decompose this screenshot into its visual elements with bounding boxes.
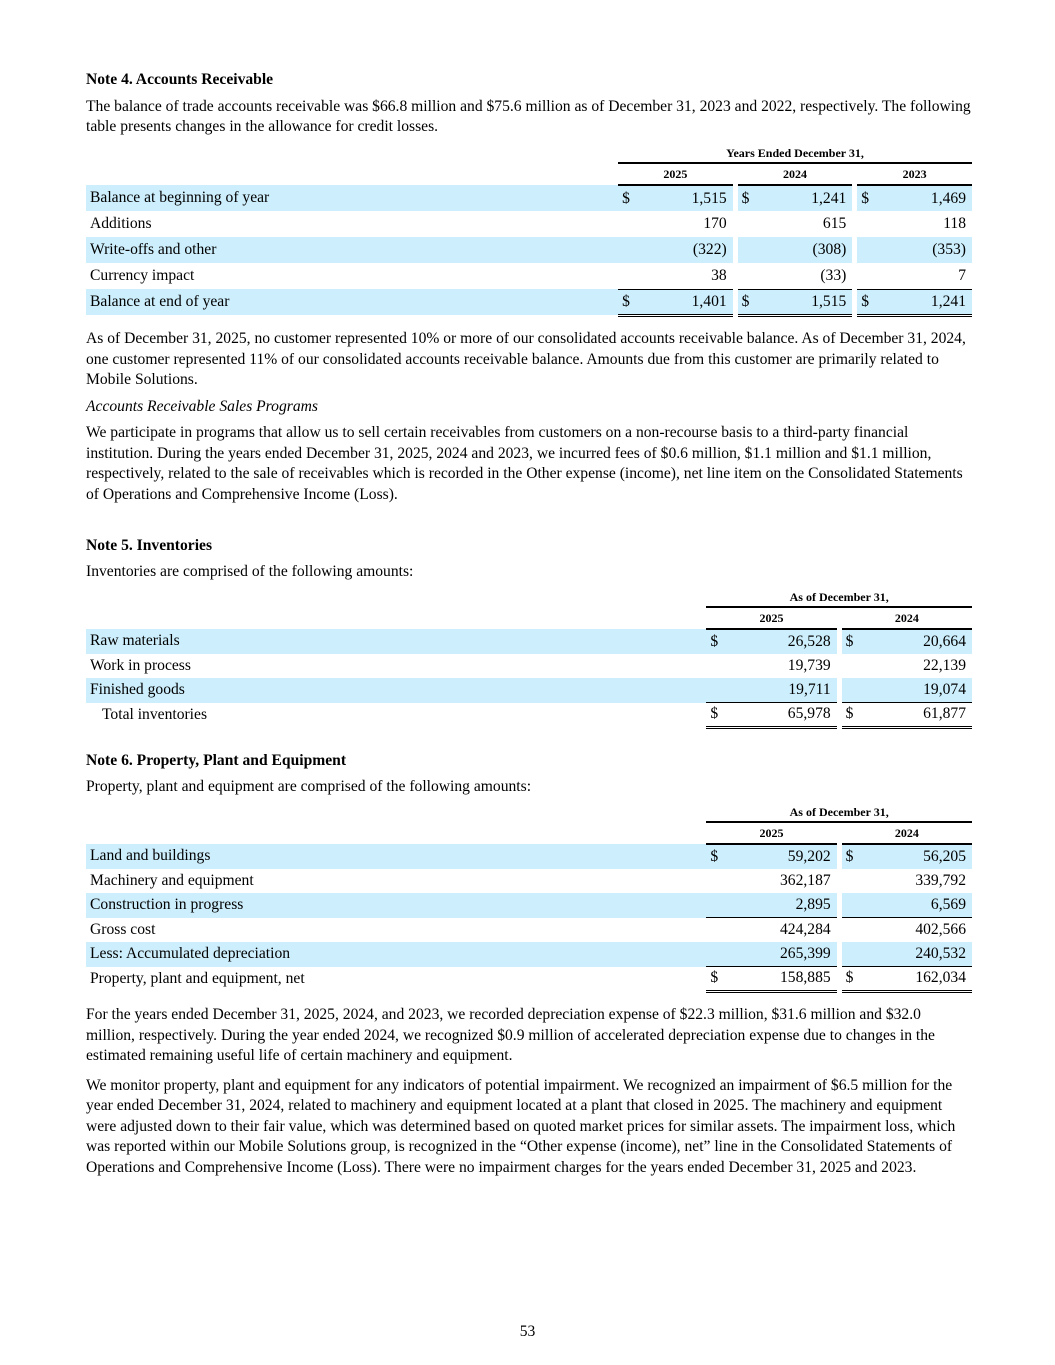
currency-symbol	[842, 893, 864, 918]
row-label: Balance at beginning of year	[86, 185, 618, 211]
year-header: 2024	[738, 163, 853, 185]
cell-value: 61,877	[864, 703, 972, 728]
currency-symbol	[738, 237, 760, 263]
cell-value: 65,978	[728, 703, 836, 728]
row-label: Raw materials	[86, 629, 706, 654]
year-header: 2024	[842, 607, 972, 629]
currency-symbol: $	[857, 289, 879, 315]
table-row	[86, 629, 972, 654]
cell-value: 265,399	[728, 942, 836, 967]
cell-value: 20,664	[864, 629, 972, 654]
year-header: 2023	[857, 163, 972, 185]
row-label: Finished goods	[86, 678, 706, 703]
cell-value: (308)	[760, 237, 853, 263]
note6-para2: We monitor property, plant and equipment for any indicators of potential impairment. We recognized an impairment of $6.5 million for the year ended December 31, 2024, related to machinery and equipment located at a plant that closed in 2025. The machinery and equipment were adjusted down to their fair value, which was determined based on quoted market prices for similar assets. The impairment loss, which was reported within our Mobile Solutions group, is recognized in the “Other expense (income), net” line in the Consolidated Statements of Operations and Comprehensive Income (Loss). There were no impairment charges for the years ended December 31, 2025 and 2023.	[86, 1076, 956, 1176]
note4-subheading: Accounts Receivable Sales Programs	[86, 397, 318, 415]
year-header: 2025	[706, 607, 836, 629]
note4-section	[86, 70, 972, 138]
currency-symbol	[738, 211, 760, 237]
table-row	[86, 893, 972, 918]
year-header: 2024	[842, 822, 972, 844]
row-label: Gross cost	[90, 920, 156, 938]
cell-value: 1,469	[879, 185, 972, 211]
cell-value: 56,205	[864, 844, 972, 869]
year-header: 2025	[618, 163, 733, 185]
currency-symbol: $	[738, 185, 760, 211]
currency-symbol	[842, 918, 864, 943]
cell-value: 26,528	[728, 629, 836, 654]
cell-value: 1,241	[760, 185, 853, 211]
cell-value: 22,139	[923, 656, 966, 674]
currency-symbol	[857, 263, 879, 289]
currency-symbol	[857, 211, 879, 237]
ppe-table	[86, 804, 972, 993]
currency-symbol	[842, 869, 864, 894]
row-label: Land and buildings	[86, 844, 706, 869]
note4-text	[86, 329, 972, 505]
currency-symbol	[706, 869, 728, 894]
cell-value: 59,202	[728, 844, 836, 869]
table-row	[86, 844, 972, 869]
row-label: Currency impact	[90, 267, 195, 284]
inventories-table	[86, 589, 972, 729]
cell-value: 402,566	[864, 918, 972, 943]
cell-value: 424,284	[728, 918, 836, 943]
group-header: Years Ended December 31,	[618, 145, 972, 163]
cell-value: 362,187	[779, 871, 831, 889]
cell-value: 7	[958, 266, 966, 284]
cell-value: 6,569	[864, 893, 972, 918]
note6-para1: For the years ended December 31, 2025, 2024, and 2023, we recorded depreciation expense of $22.3 million, $31.6 million and $32.0 million, respectively. During the year ended 2024, we recognized $0.9 million of accelerated depreciation expense due to changes in the estimated remaining useful life of certain machinery and equipment.	[86, 1006, 935, 1064]
cell-value: (353)	[879, 237, 972, 263]
currency-symbol: $	[706, 703, 728, 728]
currency-symbol: $	[618, 289, 640, 315]
note4-title: Note 4. Accounts Receivable	[86, 71, 274, 88]
row-label: Work in process	[90, 656, 191, 674]
table-row	[86, 211, 972, 237]
cell-value: 19,074	[864, 678, 972, 703]
currency-symbol: $	[857, 185, 879, 211]
cell-value: 1,241	[879, 289, 972, 315]
cell-value: 2,895	[728, 893, 836, 918]
table-row	[86, 869, 972, 894]
currency-symbol	[618, 237, 640, 263]
row-label: Less: Accumulated depreciation	[86, 942, 706, 967]
table-row	[86, 237, 972, 263]
note6-section	[86, 751, 972, 797]
cell-value: 158,885	[728, 967, 836, 992]
year-header: 2025	[706, 822, 836, 844]
cell-value: 615	[822, 215, 847, 232]
currency-symbol: $	[842, 967, 864, 992]
table-row	[86, 918, 972, 943]
currency-symbol	[842, 654, 864, 679]
cell-value: 19,711	[728, 678, 836, 703]
group-header: As of December 31,	[706, 589, 972, 607]
table-row	[86, 289, 972, 315]
table-row	[86, 967, 972, 992]
row-label: Machinery and equipment	[90, 871, 254, 889]
cell-value: 1,401	[640, 289, 733, 315]
currency-symbol	[706, 942, 728, 967]
row-label: Write-offs and other	[86, 237, 618, 263]
page-number: 53	[519, 1323, 536, 1340]
cell-value: 1,515	[640, 185, 733, 211]
currency-symbol	[842, 942, 864, 967]
currency-symbol	[842, 678, 864, 703]
note5-title: Note 5. Inventories	[86, 537, 213, 554]
row-label: Total inventories	[102, 705, 208, 723]
currency-symbol	[706, 654, 728, 679]
currency-symbol: $	[842, 629, 864, 654]
group-header: As of December 31,	[706, 804, 972, 822]
cell-value: (33)	[820, 266, 847, 284]
note5-section	[86, 536, 972, 582]
table-row	[86, 678, 972, 703]
currency-symbol: $	[706, 629, 728, 654]
currency-symbol	[706, 893, 728, 918]
note4-intro: The balance of trade accounts receivable was $66.8 million and $75.6 million as of December 31, 2023 and 2022, respectively. The following table presents changes in the allowance for credit losses.	[86, 97, 971, 135]
currency-symbol	[618, 211, 640, 237]
currency-symbol: $	[706, 844, 728, 869]
note5-intro: Inventories are comprised of the following amounts:	[86, 562, 414, 580]
cell-value: 38	[711, 266, 727, 284]
table-row	[86, 185, 972, 211]
table-row	[86, 263, 972, 289]
cell-value: (322)	[640, 237, 733, 263]
currency-symbol: $	[618, 185, 640, 211]
cell-value: 339,792	[915, 871, 966, 889]
note6-text	[86, 1005, 972, 1178]
allowance-table	[86, 145, 972, 317]
currency-symbol	[738, 263, 760, 289]
currency-symbol: $	[842, 703, 864, 728]
cell-value: 19,739	[787, 656, 831, 674]
note6-intro: Property, plant and equipment are comprised of the following amounts:	[86, 777, 532, 795]
cell-value: 162,034	[864, 967, 972, 992]
note6-title: Note 6. Property, Plant and Equipment	[86, 752, 347, 769]
table-row	[86, 703, 972, 728]
row-label: Construction in progress	[86, 893, 706, 918]
currency-symbol	[618, 263, 640, 289]
cell-value: 1,515	[760, 289, 853, 315]
row-label: Property, plant and equipment, net	[90, 969, 305, 987]
currency-symbol: $	[842, 844, 864, 869]
cell-value: 170	[703, 215, 727, 232]
currency-symbol	[706, 678, 728, 703]
note4-para1: As of December 31, 2025, no customer represented 10% or more of our consolidated accounts receivable balance. As of December 31, 2024, one customer represented 11% of our consolidated accounts receivable balance. Amounts due from this customer are primarily related to Mobile Solutions.	[86, 330, 966, 388]
note4-para2: We participate in programs that allow us to sell certain receivables from customers on a non-recourse basis to a third-party financial institution. During the years ended December 31, 2025, 2024 and 2023, we incurred fees of $0.6 million, $1.1 million and $1.1 million, respectively, related to the sale of receivables which is recorded in the Other expense (income), net line item on the Consolidated Statements of Operations and Comprehensive Income (Loss).	[86, 424, 963, 503]
row-label: Additions	[90, 215, 152, 232]
currency-symbol	[706, 918, 728, 943]
currency-symbol: $	[738, 289, 760, 315]
cell-value: 240,532	[864, 942, 972, 967]
cell-value: 118	[943, 215, 966, 232]
currency-symbol	[857, 237, 879, 263]
table-row	[86, 942, 972, 967]
table-row	[86, 654, 972, 679]
row-label: Balance at end of year	[86, 289, 618, 315]
currency-symbol: $	[706, 967, 728, 992]
